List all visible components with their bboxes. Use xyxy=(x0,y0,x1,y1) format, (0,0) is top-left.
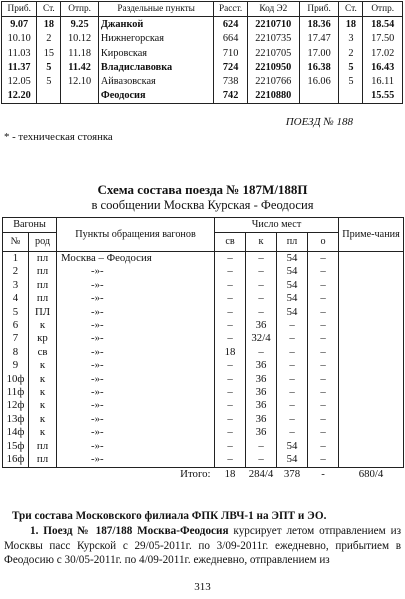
wagon-o-cell: – xyxy=(308,265,339,278)
timetable-cell: 2210950 xyxy=(247,60,299,74)
header-pl: пл xyxy=(277,233,308,252)
timetable-cell: 2 xyxy=(37,32,61,46)
wagon-sv-cell: – xyxy=(215,373,246,386)
paragraph-text: курсирует летом отправлением из Москвы пасс Курской с 29/05-2011г. по 3/09-2011г. ежедневно, прибытием в Феодосию с 30/05-2011г. по 4/09-2011г. ежедневно, отправлением из xyxy=(4,525,402,566)
header-k: к xyxy=(246,233,277,252)
wagon-k-cell: – xyxy=(246,292,277,305)
station-name: Джанкой xyxy=(98,17,214,32)
wagon-sv-cell: – xyxy=(215,252,246,266)
paragraph-lead: 1. Поезд № 187/188 Москва-Феодосия xyxy=(30,525,229,537)
composition-table xyxy=(2,217,404,481)
wagon-p-cell: -»- xyxy=(57,453,215,467)
wagon-k-cell: 36 xyxy=(246,386,277,399)
timetable-cell: 11.37 xyxy=(2,60,37,74)
timetable-row xyxy=(2,46,403,60)
wagon-row xyxy=(3,319,404,332)
timetable-cell: 18 xyxy=(37,17,61,32)
wagon-r-cell: пл xyxy=(29,292,57,305)
wagon-n-cell: 16ф xyxy=(3,453,29,467)
timetable-cell: 18.54 xyxy=(363,17,403,32)
wagon-p-cell: -»- xyxy=(57,440,215,453)
header-points: Пункты обращения вагонов xyxy=(57,218,215,252)
wagon-k-cell: 36 xyxy=(246,319,277,332)
station-name: Владиславовка xyxy=(98,60,214,74)
timetable-row xyxy=(2,17,403,32)
timetable-cell: 2210880 xyxy=(247,89,299,104)
wagon-note-cell xyxy=(339,426,404,439)
timetable-body xyxy=(2,17,403,104)
wagon-note-cell xyxy=(339,265,404,278)
total-o: - xyxy=(321,467,325,480)
header-kind: род xyxy=(29,233,57,252)
wagon-n-cell: 6 xyxy=(3,319,29,332)
wagon-p-cell: -»- xyxy=(57,265,215,278)
wagon-note-cell xyxy=(339,319,404,332)
header-seats: Число мест xyxy=(215,218,339,233)
station-name: Кировская xyxy=(98,46,214,60)
wagon-n-cell: 7 xyxy=(3,332,29,345)
timetable-cell xyxy=(299,89,339,104)
timetable-cell xyxy=(339,89,363,104)
wagon-row xyxy=(3,279,404,292)
wagon-r-cell: ПЛ xyxy=(29,306,57,319)
wagon-note-cell xyxy=(339,440,404,453)
wagon-o-cell: – xyxy=(308,292,339,305)
timetable-cell: 9.25 xyxy=(61,17,98,32)
wagon-n-cell: 12ф xyxy=(3,399,29,412)
wagon-o-cell: – xyxy=(308,373,339,386)
wagon-row xyxy=(3,426,404,439)
wagon-p-cell: -»- xyxy=(57,319,215,332)
wagon-r-cell: кр xyxy=(29,332,57,345)
wagon-p-cell: Москва – Феодосия xyxy=(57,252,215,266)
timetable-header-cell: Приб. xyxy=(2,2,37,17)
wagon-p-cell: -»- xyxy=(57,279,215,292)
timetable-cell: 5 xyxy=(339,74,363,88)
wagon-row xyxy=(3,346,404,359)
wagon-pl-cell: 54 xyxy=(277,440,308,453)
wagon-n-cell: 8 xyxy=(3,346,29,359)
timetable-header xyxy=(2,2,403,17)
timetable-header-cell: Ст. xyxy=(37,2,61,17)
wagon-k-cell: 36 xyxy=(246,413,277,426)
scheme-subtitle: в сообщении Москва Курская - Феодосия xyxy=(91,198,314,212)
wagon-pl-cell: 54 xyxy=(277,292,308,305)
wagon-sv-cell: – xyxy=(215,399,246,412)
timetable-header-cell: Ст. xyxy=(339,2,363,17)
wagon-k-cell: – xyxy=(246,440,277,453)
total-pl: 378 xyxy=(283,467,301,480)
wagon-sv-cell: – xyxy=(215,292,246,305)
wagon-n-cell: 15ф xyxy=(3,440,29,453)
wagon-row xyxy=(3,292,404,305)
wagon-row xyxy=(3,252,404,266)
wagon-sv-cell: – xyxy=(215,279,246,292)
timetable-cell: 2210735 xyxy=(247,32,299,46)
composition-body xyxy=(3,252,404,481)
wagon-o-cell: – xyxy=(308,332,339,345)
timetable xyxy=(1,1,403,104)
timetable-cell: 3 xyxy=(339,32,363,46)
wagon-sv-cell: – xyxy=(215,359,246,372)
header-note: Приме-чания xyxy=(339,218,404,252)
wagon-o-cell: – xyxy=(308,319,339,332)
header-sv: св xyxy=(215,233,246,252)
wagon-n-cell: 13ф xyxy=(3,413,29,426)
wagon-note-cell xyxy=(339,346,404,359)
wagon-note-cell xyxy=(339,399,404,412)
timetable-cell: 724 xyxy=(214,60,247,74)
station-name: Феодосия xyxy=(98,89,214,104)
wagon-k-cell: – xyxy=(246,453,277,467)
wagon-sv-cell: – xyxy=(215,413,246,426)
wagon-p-cell: -»- xyxy=(57,426,215,439)
timetable-header-cell: Отпр. xyxy=(61,2,98,17)
wagon-o-cell: – xyxy=(308,306,339,319)
wagon-row xyxy=(3,440,404,453)
wagon-pl-cell: 54 xyxy=(277,252,308,266)
wagon-r-cell: к xyxy=(29,373,57,386)
wagon-r-cell: пл xyxy=(29,453,57,467)
wagon-k-cell: 32/4 xyxy=(246,332,277,345)
timetable-cell xyxy=(37,89,61,104)
wagon-row xyxy=(3,265,404,278)
wagon-r-cell: пл xyxy=(29,279,57,292)
wagon-o-cell: – xyxy=(308,453,339,467)
wagon-row xyxy=(3,306,404,319)
wagon-n-cell: 4 xyxy=(3,292,29,305)
wagon-pl-cell: – xyxy=(277,319,308,332)
wagon-k-cell: – xyxy=(246,279,277,292)
timetable-cell: 16.38 xyxy=(299,60,339,74)
header-o: о xyxy=(308,233,339,252)
timetable-cell: 664 xyxy=(214,32,247,46)
train-number-note: ПОЕЗД № 188 xyxy=(285,116,353,128)
header-wagons: Вагоны xyxy=(3,218,57,233)
wagon-note-cell xyxy=(339,306,404,319)
timetable-cell: 12.10 xyxy=(61,74,98,88)
wagon-p-cell: -»- xyxy=(57,373,215,386)
wagon-row xyxy=(3,399,404,412)
wagon-note-cell xyxy=(339,373,404,386)
wagon-pl-cell: – xyxy=(277,332,308,345)
wagon-sv-cell: – xyxy=(215,319,246,332)
total-row xyxy=(3,467,404,481)
header-number: № xyxy=(3,233,29,252)
wagon-o-cell: – xyxy=(308,279,339,292)
wagon-note-cell xyxy=(339,413,404,426)
total-k: 284/4 xyxy=(248,467,274,480)
timetable-row xyxy=(2,32,403,46)
timetable-cell: 16.06 xyxy=(299,74,339,88)
wagon-n-cell: 5 xyxy=(3,306,29,319)
timetable-cell: 9.07 xyxy=(2,17,37,32)
timetable-cell: 17.00 xyxy=(299,46,339,60)
timetable-cell: 11.03 xyxy=(2,46,37,60)
timetable-cell: 11.42 xyxy=(61,60,98,74)
timetable-cell: 17.02 xyxy=(363,46,403,60)
wagon-n-cell: 10ф xyxy=(3,373,29,386)
wagon-pl-cell: 54 xyxy=(277,279,308,292)
wagon-pl-cell: – xyxy=(277,413,308,426)
wagon-r-cell: пл xyxy=(29,252,57,266)
wagon-p-cell: -»- xyxy=(57,386,215,399)
wagon-n-cell: 11ф xyxy=(3,386,29,399)
timetable-cell: 2210766 xyxy=(247,74,299,88)
total-label: Итого: xyxy=(180,467,211,480)
timetable-header-cell: Код Э2 xyxy=(247,2,299,17)
wagon-r-cell: св xyxy=(29,346,57,359)
wagon-r-cell: к xyxy=(29,319,57,332)
wagon-o-cell: – xyxy=(308,440,339,453)
wagon-note-cell xyxy=(339,453,404,467)
timetable-cell: 10.12 xyxy=(61,32,98,46)
timetable-header-cell: Раздельные пункты xyxy=(98,2,214,17)
timetable-cell: 16.11 xyxy=(363,74,403,88)
wagon-k-cell: 36 xyxy=(246,399,277,412)
wagon-n-cell: 14ф xyxy=(3,426,29,439)
wagon-p-cell: -»- xyxy=(57,306,215,319)
wagon-k-cell: – xyxy=(246,306,277,319)
wagon-r-cell: к xyxy=(29,399,57,412)
wagon-n-cell: 9 xyxy=(3,359,29,372)
footnote: * - техническая стоянка xyxy=(4,131,113,143)
wagon-pl-cell: – xyxy=(277,359,308,372)
wagon-note-cell xyxy=(339,252,404,266)
timetable-cell: 12.20 xyxy=(2,89,37,104)
wagon-o-cell: – xyxy=(308,252,339,266)
wagon-r-cell: к xyxy=(29,359,57,372)
timetable-header-cell: Расст. xyxy=(214,2,247,17)
wagon-sv-cell: – xyxy=(215,306,246,319)
timetable-cell: 15.55 xyxy=(363,89,403,104)
timetable-cell: 2210710 xyxy=(247,17,299,32)
wagon-k-cell: 36 xyxy=(246,426,277,439)
timetable-row xyxy=(2,74,403,88)
wagon-p-cell: -»- xyxy=(57,292,215,305)
wagon-o-cell: – xyxy=(308,426,339,439)
timetable-cell: 18.36 xyxy=(299,17,339,32)
timetable-cell: 742 xyxy=(214,89,247,104)
wagon-sv-cell: – xyxy=(215,386,246,399)
wagon-row xyxy=(3,413,404,426)
wagon-row xyxy=(3,453,404,467)
wagon-sv-cell: – xyxy=(215,453,246,467)
total-sv: 18 xyxy=(224,467,236,480)
timetable-row xyxy=(2,60,403,74)
wagon-o-cell: – xyxy=(308,399,339,412)
composition-header-row-1 xyxy=(3,218,404,233)
wagon-o-cell: – xyxy=(308,346,339,359)
wagon-row xyxy=(3,386,404,399)
timetable-cell xyxy=(61,89,98,104)
timetable-cell: 17.50 xyxy=(363,32,403,46)
wagon-note-cell xyxy=(339,359,404,372)
wagon-p-cell: -»- xyxy=(57,413,215,426)
timetable-cell: 5 xyxy=(37,60,61,74)
wagon-k-cell: – xyxy=(246,346,277,359)
wagon-row xyxy=(3,373,404,386)
page-number: 313 xyxy=(194,581,211,593)
wagon-n-cell: 2 xyxy=(3,265,29,278)
wagon-o-cell: – xyxy=(308,413,339,426)
paragraph-schedule xyxy=(4,524,401,568)
timetable-cell: 12.05 xyxy=(2,74,37,88)
wagon-n-cell: 1 xyxy=(3,252,29,266)
wagon-o-cell: – xyxy=(308,359,339,372)
wagon-pl-cell: – xyxy=(277,373,308,386)
wagon-pl-cell: 54 xyxy=(277,453,308,467)
wagon-pl-cell: 54 xyxy=(277,265,308,278)
timetable-cell: 738 xyxy=(214,74,247,88)
wagon-sv-cell: – xyxy=(215,440,246,453)
wagon-r-cell: к xyxy=(29,386,57,399)
timetable-cell: 624 xyxy=(214,17,247,32)
station-name: Айвазовская xyxy=(98,74,214,88)
wagon-pl-cell: – xyxy=(277,386,308,399)
wagon-r-cell: пл xyxy=(29,265,57,278)
wagon-note-cell xyxy=(339,292,404,305)
wagon-sv-cell: 18 xyxy=(215,346,246,359)
wagon-p-cell: -»- xyxy=(57,332,215,345)
timetable-cell: 2 xyxy=(339,46,363,60)
wagon-o-cell: – xyxy=(308,386,339,399)
wagon-n-cell: 3 xyxy=(3,279,29,292)
timetable-header-cell: Отпр. xyxy=(363,2,403,17)
wagon-pl-cell: – xyxy=(277,426,308,439)
station-name: Нижнегорская xyxy=(98,32,214,46)
scheme-title: Схема состава поезда № 187М/188П xyxy=(97,182,308,197)
wagon-k-cell: – xyxy=(246,265,277,278)
timetable-cell: 17.47 xyxy=(299,32,339,46)
timetable-cell: 5 xyxy=(339,60,363,74)
timetable-cell: 10.10 xyxy=(2,32,37,46)
timetable-cell: 2210705 xyxy=(247,46,299,60)
wagon-sv-cell: – xyxy=(215,265,246,278)
timetable-cell: 11.18 xyxy=(61,46,98,60)
total-note: 680/4 xyxy=(358,467,384,480)
wagon-p-cell: -»- xyxy=(57,359,215,372)
timetable-row xyxy=(2,89,403,104)
timetable-cell: 710 xyxy=(214,46,247,60)
paragraph-composition: Три состава Московского филиала ФПК ЛВЧ-1 на ЭПТ и ЭО. xyxy=(12,510,327,522)
timetable-cell: 18 xyxy=(339,17,363,32)
timetable-cell: 15 xyxy=(37,46,61,60)
timetable-cell: 5 xyxy=(37,74,61,88)
wagon-pl-cell: 54 xyxy=(277,306,308,319)
wagon-note-cell xyxy=(339,332,404,345)
wagon-k-cell: 36 xyxy=(246,359,277,372)
wagon-note-cell xyxy=(339,386,404,399)
wagon-pl-cell: – xyxy=(277,399,308,412)
wagon-pl-cell: – xyxy=(277,346,308,359)
wagon-k-cell: – xyxy=(246,252,277,266)
wagon-row xyxy=(3,332,404,345)
wagon-row xyxy=(3,359,404,372)
wagon-r-cell: пл xyxy=(29,440,57,453)
timetable-cell: 16.43 xyxy=(363,60,403,74)
wagon-r-cell: к xyxy=(29,426,57,439)
wagon-p-cell: -»- xyxy=(57,399,215,412)
wagon-p-cell: -»- xyxy=(57,346,215,359)
wagon-note-cell xyxy=(339,279,404,292)
wagon-r-cell: к xyxy=(29,413,57,426)
wagon-sv-cell: – xyxy=(215,426,246,439)
timetable-header-cell: Приб. xyxy=(299,2,339,17)
wagon-sv-cell: – xyxy=(215,332,246,345)
wagon-k-cell: 36 xyxy=(246,373,277,386)
